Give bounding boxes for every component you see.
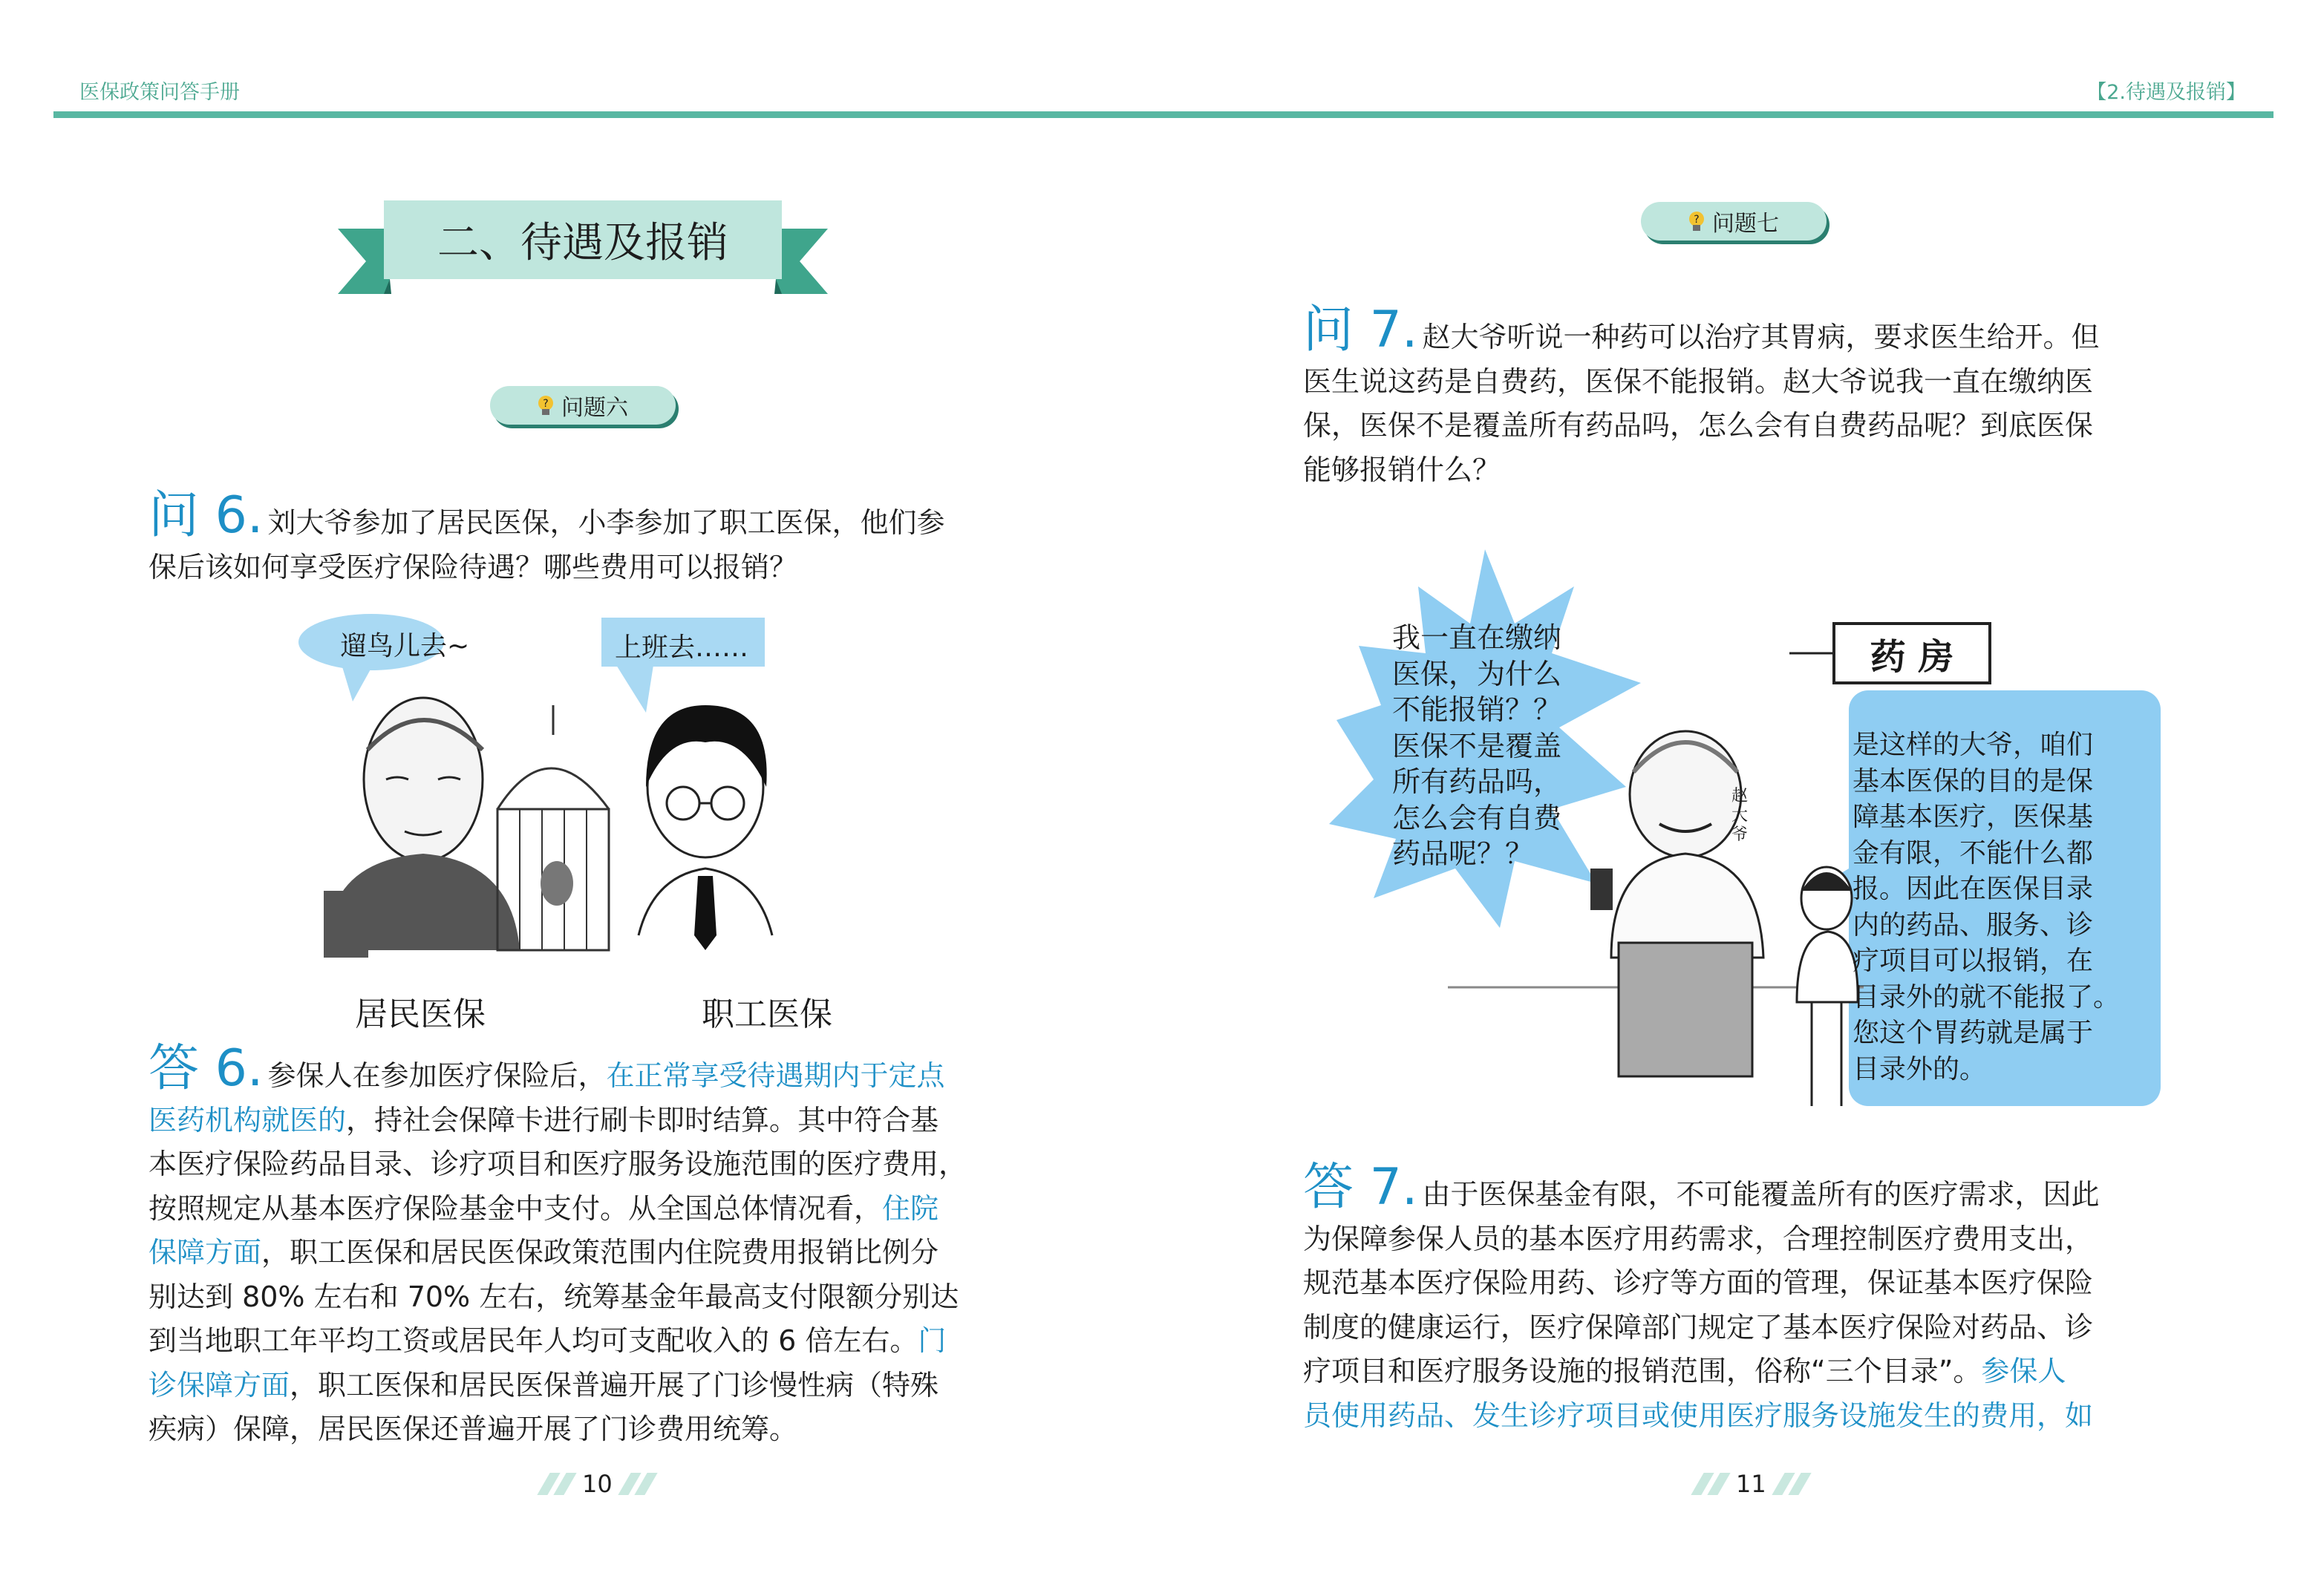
highlight-text: 参保人 [1981,1355,2066,1387]
bubble-line: 是这样的大爷，咱们 [1853,730,2094,760]
question-6 [148,486,1025,589]
bubble-line: 不能报销？？ [1392,693,1562,726]
answer-text: 制度的健康运行，医疗保障部门规定了基本医疗保险对药品、诊 [1303,1310,2094,1344]
highlight-text: 保障方面 [148,1236,262,1269]
bubble-line: 药品呢？？ [1392,837,1534,870]
header-left-title: 医保政策问答手册 [79,81,240,104]
answer-text: ，职工医保和居民医保普遍开展了门诊慢性病（特殊 [290,1368,939,1402]
highlight-text: 诊保障方面 [148,1368,290,1402]
question-6-prefix: 问 6. [148,486,264,545]
question-pill-label: 问题七 [1712,211,1779,237]
answer-text: 疗项目和医疗服务设施的报销范围，俗称“三个目录”。 [1303,1355,1982,1387]
answer-text: 疾病）保障，居民医保还普遍开展了门诊费用统筹。 [148,1413,798,1445]
page-number-text: 10 [582,1470,613,1498]
highlight-text: 住院 [882,1191,939,1225]
question-6-line-2: 保后该如何享受医疗保险待遇？哪些费用可以报销？ [148,550,798,583]
chapter-ribbon [338,199,828,295]
bubble-line: 所有药品吗， [1392,765,1562,798]
header-divider [53,111,2273,118]
bubble-line: 内的药品、服务、诊 [1853,909,2094,941]
answer-line [1303,1394,2179,1439]
answer-line [1303,1306,2179,1350]
caption-resident-insurance: 居民医保 [355,995,486,1033]
answer-prefix: 答 7. [1303,1158,1418,1217]
answer-line [1303,1261,2179,1306]
answer-line [148,1231,1025,1275]
bubble-line: 金有限，不能什么都 [1853,837,2094,869]
bubble-line: 基本医保的目的是保 [1853,765,2094,797]
highlight-text: 员使用药品、发生诊疗项目或使用医疗服务设施发生的费用，如 [1303,1399,2094,1432]
answer-text: 规范基本医疗保险用药、诊疗等方面的管理，保证基本医疗保险 [1303,1266,2094,1299]
answer-line [1303,1158,2179,1217]
question-7-line-1: 问 7. 赵大爷听说一种药可以治疗其胃病，要求医生给开。但 [1303,301,2100,359]
bubble-line: 我一直在缴纳 [1392,621,1562,654]
page-number-left [541,1470,654,1498]
answer-text: 由于医保基金有限，不可能覆盖所有的医疗需求，因此 [1422,1178,2100,1211]
answer-line [148,1319,1025,1364]
bubble-line: 目录外的。 [1853,1053,1987,1085]
name-tag-char: 大 [1731,806,1748,825]
name-tag-zhao [1729,787,1751,845]
answer-text: 到当地职工年平均工资或居民年人均可支配收入的 6 倍左右。 [148,1324,918,1357]
svg-text:?: ? [1694,214,1700,226]
speech-bubble-right: 上班去…… [615,632,749,663]
answer-line [1303,1217,2179,1262]
bubble-line: 您这个胃药就是属于 [1853,1018,2094,1048]
illustration-insurance-types [297,609,876,1039]
speech-bubble-left: 遛鸟儿去~ [340,631,470,661]
name-tag-char: 爷 [1731,825,1748,844]
pharmacy-sign: 药 房 [1870,635,1954,678]
patient-speech-bubble [1392,620,1615,872]
answer-text: 按照规定从基本医疗保险基金中支付。从全国总体情况看， [148,1191,883,1225]
question-7-line-2: 医生说这药是自费药，医保不能报销。赵大爷说我一直在缴纳医 [1303,364,2094,398]
page-number-right [1694,1470,1808,1498]
answer-text: ，持社会保障卡进行刷卡即时结算。其中符合基 [346,1103,939,1137]
highlight-text: 在正常享受待遇期内于定点 [606,1059,945,1092]
answer-line [148,1099,1025,1143]
chapter-title: 二、待遇及报销 [437,219,728,267]
caption-employee-insurance: 职工医保 [702,995,832,1033]
bubble-line: 障基本医疗，医保基 [1853,802,2094,832]
question-7-prefix: 问 7. [1303,301,1418,359]
illustration-pharmacy [1329,542,2161,1128]
header-right-title: 【2.待遇及报销】 [2086,81,2246,104]
answer-text: 为保障参保人员的基本医疗用药需求，合理控制医疗费用支出， [1303,1222,2094,1255]
question-7 [1303,301,2179,492]
svg-text:?: ? [543,398,549,410]
answer-line [148,1187,1025,1232]
answer-text: 参保人在参加医疗保险后， [267,1059,607,1092]
lightbulb-icon [538,395,554,416]
doctor-speech-bubble [1853,727,2157,1088]
answer-7 [1303,1158,2179,1438]
answer-line [148,1039,1025,1099]
answer-text: 别达到 80% 左右和 70% 左右，统筹基金年最高支付限额分别达 [148,1280,959,1313]
bubble-line: 疗项目可以报销，在 [1853,946,2094,976]
answer-line [148,1142,1025,1187]
highlight-text: 医药机构就医的 [148,1103,347,1137]
answer-line [148,1407,1025,1452]
answer-text: 本医疗保险药品目录、诊疗项目和医疗服务设施范围的医疗费用， [148,1148,967,1180]
answer-6 [148,1039,1025,1452]
question-pill-7 [1641,202,1827,241]
question-pill-6 [490,386,676,425]
bubble-line: 怎么会有自费 [1392,801,1562,834]
illustration-graphic [297,609,876,1039]
answer-prefix: 答 6. [148,1039,264,1098]
question-7-line-4: 能够报销什么？ [1303,453,1501,486]
bubble-line: 目录外的就不能报了。 [1853,981,2121,1013]
question-pill-label: 问题六 [561,395,628,421]
highlight-text: 门 [918,1324,947,1357]
answer-text: ，职工医保和居民医保政策范围内住院费用报销比例分 [261,1236,939,1269]
name-tag-char: 赵 [1731,787,1748,805]
question-7-line-3: 保，医保不是覆盖所有药品吗，怎么会有自费药品呢？到底医保 [1303,409,2094,442]
bubble-line: 医保，为什么 [1392,657,1562,690]
answer-line [148,1364,1025,1408]
bubble-line: 报。因此在医保目录 [1853,874,2094,904]
bubble-line: 医保不是覆盖 [1392,729,1562,762]
answer-line [148,1275,1025,1320]
answer-line [1303,1350,2179,1394]
page-number-text: 11 [1736,1470,1766,1498]
lightbulb-icon [1688,211,1705,232]
question-6-line-1: 问 6. 刘大爷参加了居民医保，小李参加了职工医保，他们参 [148,486,945,545]
